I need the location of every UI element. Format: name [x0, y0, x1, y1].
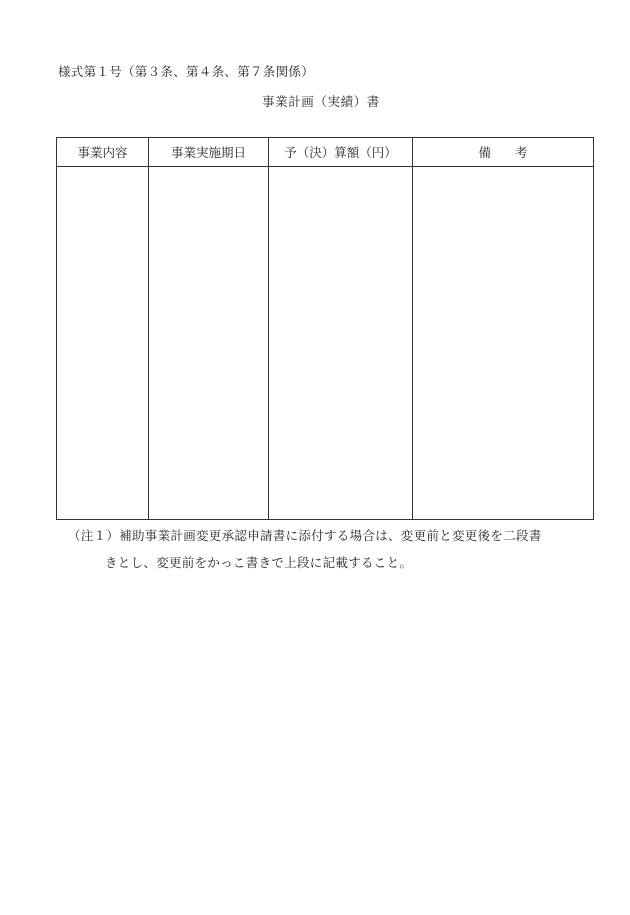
note-line-2: きとし、変更前をかっこ書きで上段に記載すること。	[105, 555, 413, 570]
cell-date	[149, 167, 269, 520]
note-line-1: （注１）補助事業計画変更承認申請書に添付する場合は、変更前と変更後を二段書	[68, 528, 542, 543]
form-number: 様式第１号（第３条、第４条、第７条関係）	[58, 64, 315, 79]
cell-amount	[269, 167, 413, 520]
document-title: 事業計画（実績）書	[262, 94, 380, 109]
column-header-date: 事業実施期日	[149, 138, 269, 167]
column-header-remarks: 備考	[413, 138, 594, 167]
cell-content	[57, 167, 149, 520]
table-row	[57, 167, 594, 520]
column-header-amount: 予（決）算額（円）	[269, 138, 413, 167]
column-header-content: 事業内容	[57, 138, 149, 167]
plan-table	[56, 137, 594, 520]
cell-remarks	[413, 167, 594, 520]
table-header-row	[57, 138, 594, 167]
